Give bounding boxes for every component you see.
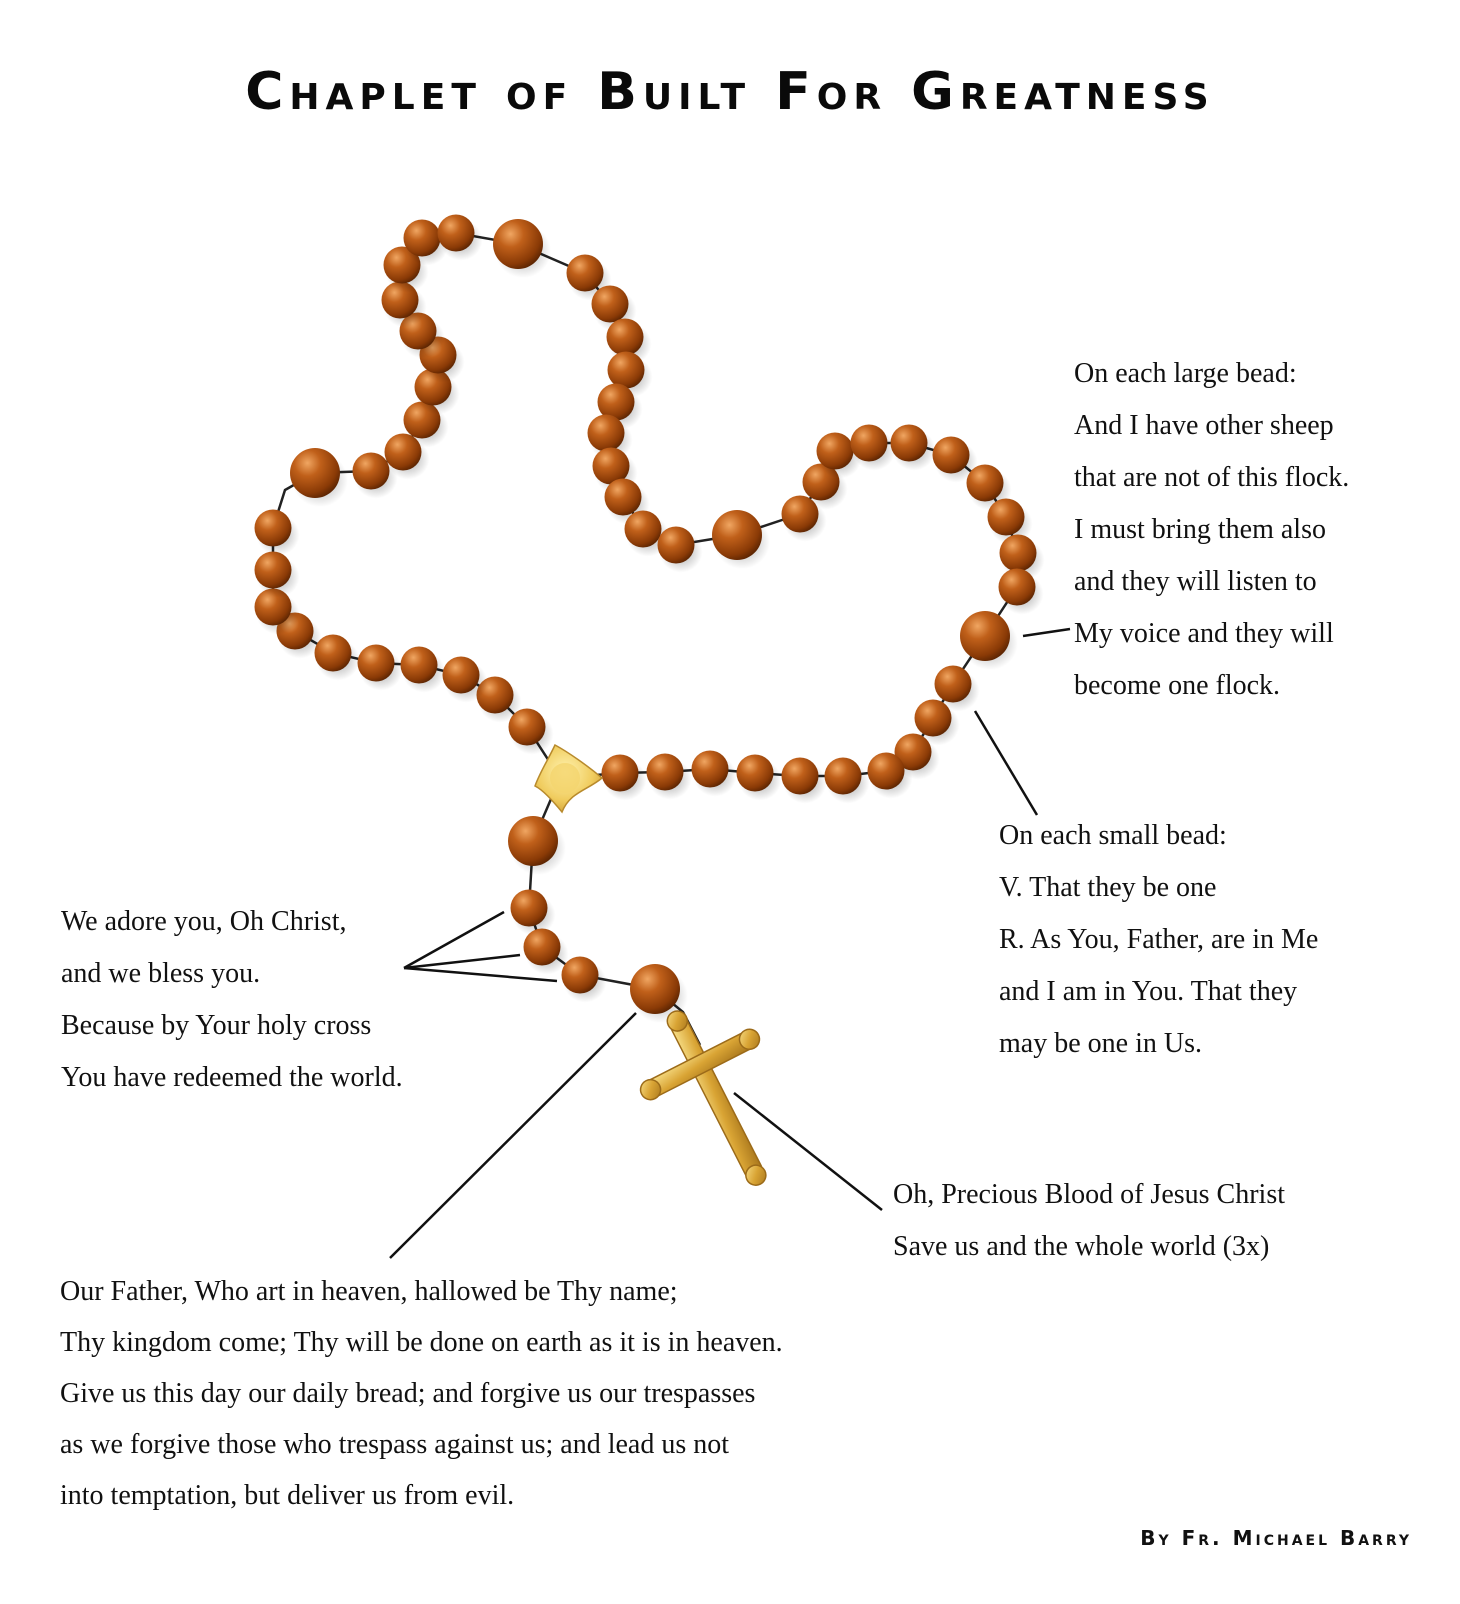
prayer-line: On each large bead: xyxy=(1074,358,1297,389)
small-bead xyxy=(255,552,292,589)
small-bead xyxy=(647,754,684,791)
large-bead xyxy=(493,219,543,269)
prayer-line: I must bring them also xyxy=(1074,514,1326,545)
small-bead xyxy=(625,511,662,548)
small-bead xyxy=(443,657,480,694)
prayer-line: We adore you, Oh Christ, xyxy=(61,906,347,937)
small-bead xyxy=(607,319,644,356)
small-bead xyxy=(658,527,695,564)
prayer-line: Because by Your holy cross xyxy=(61,1010,372,1041)
prayer-line: Our Father, Who art in heaven, hallowed be Thy name; xyxy=(60,1276,678,1307)
author-byline: By Fr. Michael Barry xyxy=(1140,1526,1412,1550)
small-bead xyxy=(255,510,292,547)
small-bead xyxy=(825,758,862,795)
small-bead xyxy=(602,755,639,792)
small-bead xyxy=(524,929,561,966)
prayer-line: Save us and the whole world (3x) xyxy=(893,1231,1270,1262)
small-bead xyxy=(933,437,970,474)
prayer-line: and we bless you. xyxy=(61,958,261,989)
prayer-line: And I have other sheep xyxy=(1074,410,1334,441)
small-bead xyxy=(851,425,888,462)
small-bead xyxy=(988,499,1025,536)
small-bead xyxy=(967,465,1004,502)
small-bead xyxy=(868,753,905,790)
small-bead xyxy=(562,957,599,994)
large-bead xyxy=(712,510,762,560)
large-bead xyxy=(508,816,558,866)
large-bead-prayer xyxy=(1074,348,1349,712)
small-bead xyxy=(404,220,441,257)
small-bead xyxy=(692,751,729,788)
prayer-line: into temptation, but deliver us from evil. xyxy=(60,1480,515,1511)
small-bead xyxy=(438,215,475,252)
large-bead xyxy=(290,448,340,498)
large-bead xyxy=(960,611,1010,661)
small-bead xyxy=(999,569,1036,606)
our-father-prayer xyxy=(60,1266,783,1521)
prayer-line: V. That they be one xyxy=(999,872,1217,903)
adore-prayer xyxy=(61,896,403,1104)
small-bead xyxy=(353,453,390,490)
small-bead xyxy=(1000,535,1037,572)
small-bead xyxy=(891,425,928,462)
small-bead xyxy=(737,755,774,792)
prayer-line: may be one in Us. xyxy=(999,1028,1202,1059)
small-bead xyxy=(592,286,629,323)
precious-blood-pointer xyxy=(734,1093,882,1210)
prayer-line: On each small bead: xyxy=(999,820,1227,851)
small-bead xyxy=(817,433,854,470)
prayer-line: R. As You, Father, are in Me xyxy=(999,924,1319,955)
small-bead-prayer xyxy=(999,810,1318,1070)
prayer-line: as we forgive those who trespass against us; and lead us not xyxy=(60,1429,730,1460)
prayer-line: and I am in You. That they xyxy=(999,976,1298,1007)
small-bead xyxy=(935,666,972,703)
prayer-line: and they will listen to xyxy=(1074,566,1317,597)
small-bead xyxy=(588,415,625,452)
page-title: Chaplet of Built For Greatness xyxy=(245,62,1215,122)
small-bead xyxy=(511,890,548,927)
prayer-line: that are not of this flock. xyxy=(1074,462,1350,493)
small-bead xyxy=(401,647,438,684)
pointer-lines xyxy=(390,629,1070,1258)
small-bead xyxy=(567,255,604,292)
large-bead-pointer xyxy=(1023,629,1070,636)
small-bead xyxy=(782,758,819,795)
prayer-line: Thy kingdom come; Thy will be done on earth as it is in heaven. xyxy=(60,1327,783,1358)
prayer-line: Give us this day our daily bread; and forgive us our trespasses xyxy=(60,1378,756,1409)
small-bead xyxy=(915,700,952,737)
prayer-line: Oh, Precious Blood of Jesus Christ xyxy=(893,1179,1285,1210)
prayer-line: become one flock. xyxy=(1074,670,1281,701)
small-bead xyxy=(605,479,642,516)
large-bead xyxy=(630,964,680,1014)
our-father-pointer xyxy=(390,1013,636,1258)
prayer-line: My voice and they will xyxy=(1074,618,1334,649)
small-bead xyxy=(358,645,395,682)
small-bead xyxy=(608,352,645,389)
precious-blood-prayer xyxy=(893,1169,1285,1273)
prayer-line: You have redeemed the world. xyxy=(61,1062,403,1093)
small-bead-pointer xyxy=(975,711,1037,815)
